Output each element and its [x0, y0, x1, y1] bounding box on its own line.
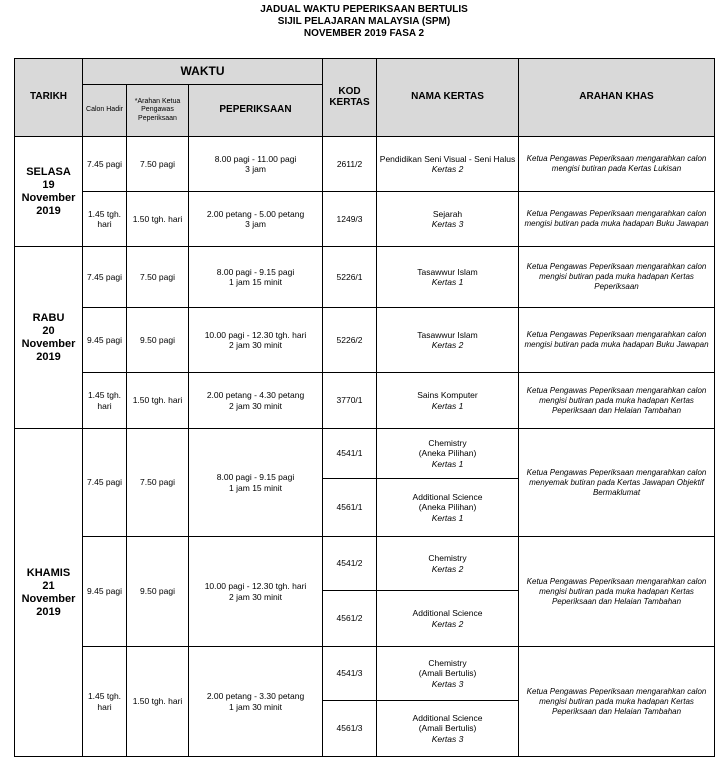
nama-kertas-cell	[377, 429, 519, 479]
nama-kertas-cell	[377, 192, 519, 247]
paper-number: Kertas 2	[431, 340, 464, 350]
paper-type: (Amali Bertulis)	[418, 668, 477, 679]
exam-time: 10.00 pagi - 12.30 tgh. hari	[204, 329, 307, 340]
title-line-1: JADUAL WAKTU PEPERIKSAAN BERTULIS	[260, 4, 468, 15]
header-calon-hadir: Calon Hadir	[83, 85, 127, 137]
paper-type: (Amali Bertulis)	[418, 723, 477, 734]
table-row	[15, 537, 715, 591]
paper-number: Kertas 1	[431, 277, 464, 287]
paper-name: Sejarah	[432, 208, 463, 219]
table-row	[15, 308, 715, 373]
paper-name: Chemistry	[428, 553, 467, 563]
peperiksaan-cell	[189, 247, 323, 308]
calon-hadir-cell: 9.45 pagi	[83, 308, 127, 373]
kod-kertas-cell: 4561/2	[323, 591, 377, 647]
calon-hadir-cell: 1.45 tgh. hari	[83, 647, 127, 757]
date-cell	[15, 247, 83, 429]
calon-hadir-cell: 7.45 pagi	[83, 247, 127, 308]
kod-kertas-cell: 4541/2	[323, 537, 377, 591]
day-number: 20	[42, 324, 55, 337]
peperiksaan-cell	[189, 373, 323, 429]
exam-time: 2.00 petang - 5.00 petang	[206, 208, 305, 219]
peperiksaan-cell	[189, 429, 323, 537]
nama-kertas-cell	[377, 591, 519, 647]
day-number: 21	[42, 579, 55, 592]
day-month: November	[21, 592, 76, 605]
arahan-khas-cell: Ketua Pengawas Peperiksaan mengarahkan calon mengisi butiran pada muka hadapan Buku Jawapan	[519, 192, 715, 247]
exam-duration: 3 jam	[245, 164, 266, 174]
header-nama-kertas: NAMA KERTAS	[377, 59, 519, 137]
date-cell	[15, 429, 83, 757]
calon-hadir-cell: 7.45 pagi	[83, 137, 127, 192]
kod-kertas-cell: 2611/2	[323, 137, 377, 192]
arahan-ketua-cell: 1.50 tgh. hari	[127, 192, 189, 247]
title-line-2: SIJIL PELAJARAN MALAYSIA (SPM)	[277, 16, 451, 27]
arahan-ketua-cell: 7.50 pagi	[127, 247, 189, 308]
nama-kertas-cell	[377, 137, 519, 192]
date-cell	[15, 137, 83, 247]
table-row	[15, 647, 715, 701]
table-row	[15, 137, 715, 192]
header-waktu: WAKTU	[83, 59, 323, 85]
calon-hadir-cell: 9.45 pagi	[83, 537, 127, 647]
exam-time: 8.00 pagi - 9.15 pagi	[216, 472, 295, 482]
header-arahan-khas: ARAHAN KHAS	[519, 59, 715, 137]
arahan-ketua-cell: 9.50 pagi	[127, 537, 189, 647]
table-row	[15, 192, 715, 247]
kod-kertas-cell: 5226/1	[323, 247, 377, 308]
header-peperiksaan: PEPERIKSAAN	[189, 85, 323, 137]
arahan-khas-cell: Ketua Pengawas Peperiksaan mengarahkan calon mengisi butiran pada muka hadapan Kertas Peperiksaan dan Helaian Tambahan	[519, 373, 715, 429]
paper-name: Pendidikan Seni Visual - Seni Halus	[379, 153, 516, 164]
kod-kertas-cell: 4561/1	[323, 479, 377, 537]
day-year: 2019	[36, 605, 61, 618]
calon-hadir-cell: 7.45 pagi	[83, 429, 127, 537]
kod-kertas-cell: 4541/1	[323, 429, 377, 479]
paper-number: Kertas 2	[431, 563, 464, 574]
paper-number: Kertas 1	[431, 458, 464, 469]
arahan-ketua-cell: 7.50 pagi	[127, 429, 189, 537]
paper-name: Chemistry	[428, 437, 467, 448]
arahan-ketua-cell: 9.50 pagi	[127, 308, 189, 373]
title-line-3: NOVEMBER 2019 FASA 2	[303, 28, 425, 39]
arahan-khas-cell: Ketua Pengawas Peperiksaan mengarahkan calon mengisi butiran pada Kertas Lukisan	[519, 137, 715, 192]
exam-duration: 1 jam 15 minit	[229, 482, 282, 493]
day-year: 2019	[36, 350, 61, 363]
kod-kertas-cell: 1249/3	[323, 192, 377, 247]
kod-kertas-cell: 4561/3	[323, 701, 377, 757]
arahan-khas-cell: Ketua Pengawas Peperiksaan mengarahkan calon mengisi butiran pada muka hadapan Kertas Peperiksaan	[519, 247, 715, 308]
day-year: 2019	[36, 204, 61, 217]
day-month: November	[21, 337, 76, 350]
day-number: 19	[42, 178, 55, 191]
peperiksaan-cell	[189, 192, 323, 247]
exam-duration: 2 jam 30 minit	[229, 591, 282, 602]
paper-type: (Aneka Pilihan)	[418, 502, 477, 513]
peperiksaan-cell	[189, 647, 323, 757]
peperiksaan-cell	[189, 537, 323, 647]
nama-kertas-cell	[377, 308, 519, 373]
nama-kertas-cell	[377, 247, 519, 308]
peperiksaan-cell	[189, 308, 323, 373]
exam-time: 2.00 petang - 4.30 petang	[206, 390, 305, 400]
exam-time: 8.00 pagi - 9.15 pagi	[216, 266, 295, 277]
day-name: SELASA	[26, 165, 71, 178]
peperiksaan-cell	[189, 137, 323, 192]
exam-duration: 2 jam 30 minit	[229, 400, 282, 411]
paper-number: Kertas 3	[431, 219, 464, 229]
nama-kertas-cell	[377, 647, 519, 701]
paper-name: Sains Komputer	[417, 390, 478, 400]
exam-duration: 1 jam 15 minit	[229, 277, 282, 287]
table-row	[15, 373, 715, 429]
arahan-ketua-cell: 1.50 tgh. hari	[127, 647, 189, 757]
exam-duration: 2 jam 30 minit	[229, 340, 282, 350]
paper-number: Kertas 2	[431, 164, 464, 174]
paper-name: Additional Science	[412, 608, 483, 618]
arahan-khas-cell: Ketua Pengawas Peperiksaan mengarahkan calon mengisi butiran pada muka hadapan Buku Jawapan	[519, 308, 715, 373]
day-name: KHAMIS	[26, 566, 71, 579]
exam-duration: 3 jam	[245, 219, 266, 229]
arahan-khas-cell: Ketua Pengawas Peperiksaan mengarahkan calon mengisi butiran pada muka hadapan Kertas Peperiksaan dan Helaian Tambahan	[519, 537, 715, 647]
header-arahan-ketua: *Arahan Ketua Pengawas Peperiksaan	[127, 85, 189, 137]
day-month: November	[21, 191, 76, 204]
nama-kertas-cell	[377, 373, 519, 429]
paper-name: Additional Science	[412, 491, 483, 502]
exam-schedule-table	[14, 58, 715, 757]
paper-number: Kertas 2	[431, 618, 464, 629]
paper-name: Chemistry	[428, 657, 467, 668]
exam-time: 10.00 pagi - 12.30 tgh. hari	[204, 581, 307, 591]
arahan-ketua-cell: 1.50 tgh. hari	[127, 373, 189, 429]
calon-hadir-cell: 1.45 tgh. hari	[83, 373, 127, 429]
document-title	[0, 0, 728, 40]
paper-type: (Aneka Pilihan)	[418, 448, 477, 459]
table-row	[15, 247, 715, 308]
kod-kertas-cell: 5226/2	[323, 308, 377, 373]
paper-name: Tasawwur Islam	[417, 266, 478, 277]
paper-number: Kertas 1	[431, 400, 464, 411]
exam-time: 8.00 pagi - 11.00 pagi	[214, 153, 297, 164]
table-row	[15, 429, 715, 479]
nama-kertas-cell	[377, 701, 519, 757]
paper-number: Kertas 1	[431, 512, 464, 523]
arahan-khas-cell: Ketua Pengawas Peperiksaan mengarahkan calon mengisi butiran pada muka hadapan Kertas Peperiksaan dan Helaian Tambahan	[519, 647, 715, 757]
paper-name: Additional Science	[412, 712, 483, 723]
header-kod-kertas: KOD KERTAS	[323, 59, 377, 137]
calon-hadir-cell: 1.45 tgh. hari	[83, 192, 127, 247]
paper-number: Kertas 3	[431, 733, 464, 744]
kod-kertas-cell: 3770/1	[323, 373, 377, 429]
exam-time: 2.00 petang - 3.30 petang	[206, 691, 305, 701]
arahan-ketua-cell: 7.50 pagi	[127, 137, 189, 192]
kod-kertas-cell: 4541/3	[323, 647, 377, 701]
paper-name: Tasawwur Islam	[417, 329, 478, 340]
nama-kertas-cell	[377, 537, 519, 591]
exam-duration: 1 jam 30 minit	[229, 701, 282, 712]
day-name: RABU	[32, 311, 65, 324]
arahan-khas-cell: Ketua Pengawas Peperiksaan mengarahkan calon menyemak butiran pada Kertas Jawapan Objektif Bermaklumat	[519, 429, 715, 537]
paper-number: Kertas 3	[431, 678, 464, 689]
nama-kertas-cell	[377, 479, 519, 537]
header-tarikh: TARIKH	[15, 59, 83, 137]
